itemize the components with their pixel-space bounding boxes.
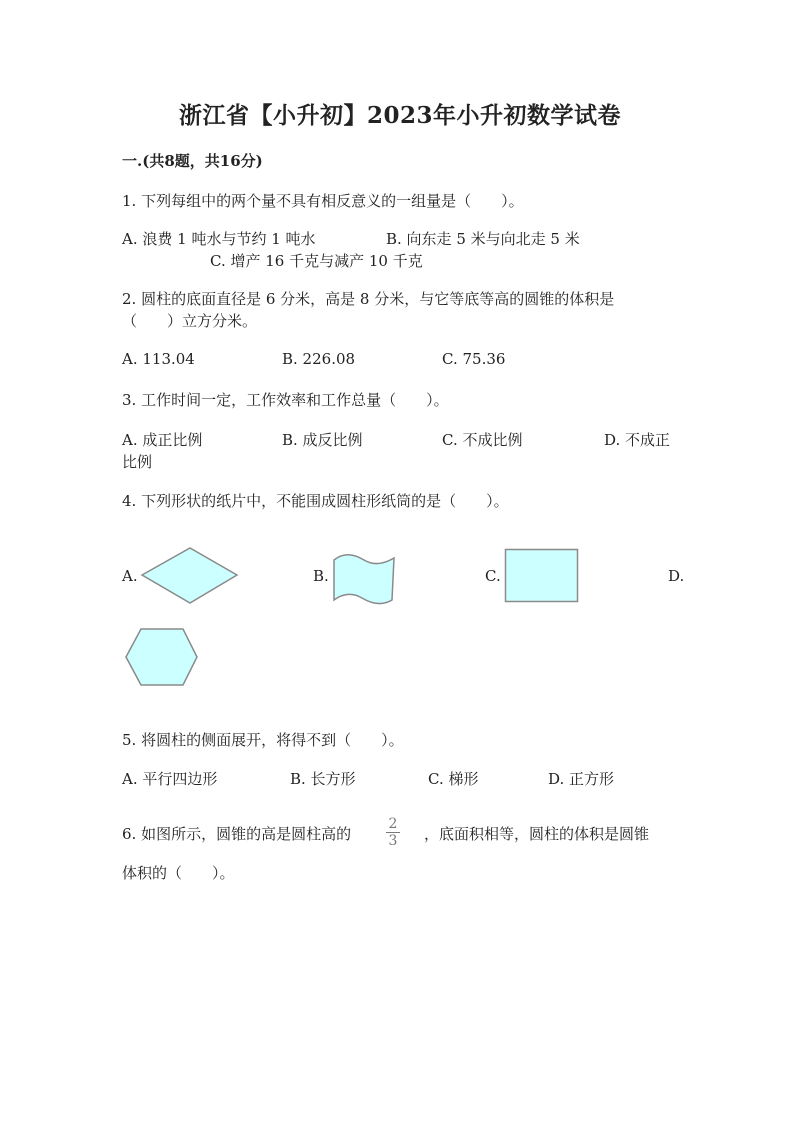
question-2-option-a[interactable]: A. 113.04	[122, 350, 195, 368]
question-5-option-d[interactable]: D. 正方形	[548, 770, 615, 788]
fraction-numerator: 2	[388, 816, 398, 832]
question-5-stem: 5. 将圆柱的侧面展开，将得不到（ ）。	[122, 731, 404, 749]
hexagon-shape	[124, 627, 200, 687]
question-6-stem-part2: ，底面积相等，圆柱的体积是圆锥	[424, 825, 650, 843]
question-3-stem: 3. 工作时间一定，工作效率和工作总量（ ）。	[122, 391, 449, 409]
question-3-option-b[interactable]: B. 成反比例	[282, 431, 363, 449]
question-2-stem-line1: 2. 圆柱的底面直径是 6 分米，高是 8 分米，与它等底等高的圆锥的体积是	[122, 290, 615, 308]
question-3-option-d[interactable]: D. 不成正	[604, 431, 671, 449]
question-2-stem-line2: （ ）立方分米。	[122, 312, 258, 330]
fraction	[384, 816, 402, 849]
rectangle-shape	[504, 548, 580, 604]
question-2-option-b[interactable]: B. 226.08	[282, 350, 356, 368]
page-title: 浙江省【小升初】2023年小升初数学试卷	[178, 102, 621, 129]
question-5-option-c[interactable]: C. 梯形	[428, 770, 479, 788]
wavy-parallelogram-shape	[330, 552, 398, 604]
section-header: 一.(共8题，共16分)	[122, 152, 263, 170]
question-1-stem: 1. 下列每组中的两个量不具有相反意义的一组量是（ ）。	[122, 192, 524, 210]
fraction-denominator: 3	[388, 833, 398, 849]
question-5-option-b[interactable]: B. 长方形	[290, 770, 356, 788]
question-4-option-a[interactable]: A.	[122, 567, 138, 585]
question-4-stem: 4. 下列形状的纸片中，不能围成圆柱形纸筒的是（ ）。	[122, 492, 509, 510]
question-6-stem-part1: 6. 如图所示，圆锥的高是圆柱高的	[122, 825, 352, 843]
question-1-option-b[interactable]: B. 向东走 5 米与向北走 5 米	[386, 230, 580, 248]
question-3-option-a[interactable]: A. 成正比例	[122, 431, 203, 449]
question-5-option-a[interactable]: A. 平行四边形	[122, 770, 218, 788]
question-4-option-b[interactable]: B.	[313, 567, 329, 585]
rhombus-shape	[140, 546, 240, 606]
question-1-option-c[interactable]: C. 增产 16 千克与减产 10 千克	[210, 252, 423, 270]
question-4-option-d[interactable]: D.	[668, 567, 685, 585]
question-4-option-c[interactable]: C.	[485, 567, 501, 585]
question-2-option-c[interactable]: C. 75.36	[442, 350, 506, 368]
question-3-option-c[interactable]: C. 不成比例	[442, 431, 523, 449]
question-6-stem-line2: 体积的（ ）。	[122, 864, 235, 882]
question-3-option-d-wrap: 比例	[122, 453, 153, 471]
question-1-option-a[interactable]: A. 浪费 1 吨水与节约 1 吨水	[122, 230, 316, 248]
